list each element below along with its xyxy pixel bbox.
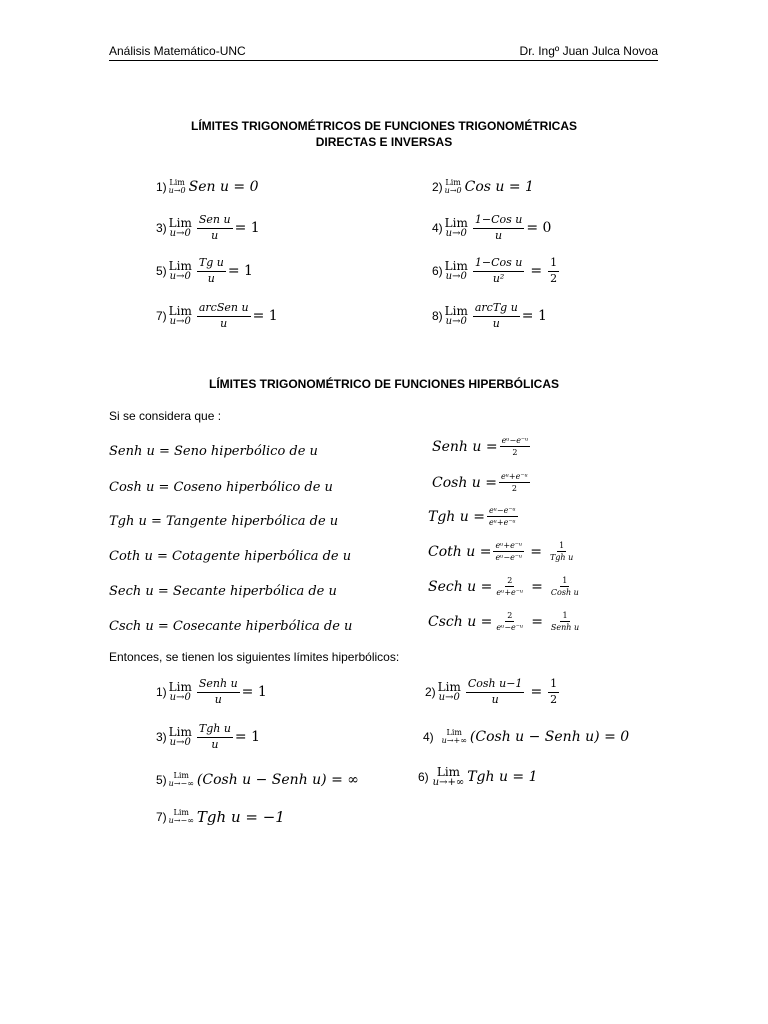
item-number: 3) xyxy=(156,730,167,745)
title-trig-line2: DIRECTAS E INVERSAS xyxy=(315,135,453,149)
hyp-limit-6 xyxy=(418,766,538,788)
formula-tgh: Tgh u = $\frac{\text{eᵘ−e⁻ᵘ}}{\text{eᵘ+e⁻ᵘ}}$ xyxy=(428,506,516,528)
hyp-limit-3 xyxy=(156,723,260,751)
fraction: Tgh u u xyxy=(198,722,231,751)
intro-text: Si se considera que : xyxy=(109,409,222,423)
item-number: 8) xyxy=(432,309,443,324)
hyp-limit-7 xyxy=(156,808,285,826)
item-number: 2) xyxy=(425,685,436,700)
fraction: $\frac{\text{eᵘ+e⁻ᵘ}}{\text{eᵘ−e⁻ᵘ}}$ xyxy=(495,541,523,563)
header-right: Dr. Ingº Juan Julca Novoa xyxy=(519,44,658,58)
limit-expression: Cos u = 1 xyxy=(464,179,534,195)
hyp-limit-2 xyxy=(425,678,561,706)
item-number: 1) xyxy=(156,685,167,700)
page-header xyxy=(109,44,658,61)
fraction: 1 Tgh u xyxy=(549,541,574,563)
result: = 0 xyxy=(526,220,552,237)
trig-limit-5 xyxy=(156,257,253,285)
title-hyperbolic: LÍMITES TRIGONOMÉTRICO DE FUNCIONES HIPERBÓLICAS xyxy=(208,377,559,391)
def-sech: Sech u = Secante hiperbólica de u xyxy=(109,584,337,599)
formula-senh: Senh u = $\frac{\text{eᵘ−e⁻ᵘ}}{2}$ xyxy=(432,436,529,458)
item-number: 6) xyxy=(432,264,443,279)
equals: = xyxy=(530,684,543,701)
def-senh: Senh u = Seno hiperbólico de u xyxy=(109,444,318,459)
limit-expression: Tgh u = 1 xyxy=(467,769,538,785)
result-fraction: $\frac{1}{2}$ xyxy=(550,256,558,285)
fraction: $\frac{2}{\text{eᵘ+e⁻ᵘ}}$ xyxy=(496,576,524,598)
title-trig-line1: LÍMITES TRIGONOMÉTRICOS DE FUNCIONES TRIGONOMÉTRICAS xyxy=(190,119,577,133)
lim-operator: Lim u→0 xyxy=(444,216,468,240)
lim-operator: Lim u→0 xyxy=(168,304,192,328)
fraction: arcTg u u xyxy=(474,301,518,330)
lim-operator: Lim u→0 xyxy=(168,178,186,195)
lim-operator: Lim u→0 xyxy=(444,304,468,328)
lim-operator: Lim u→−∞ xyxy=(168,771,194,788)
lim-operator: Lim u→0 xyxy=(168,680,192,704)
fraction: arcSen u u xyxy=(198,301,249,330)
lim-operator: Lim u→+∞ xyxy=(432,765,465,788)
def-coth: Coth u = Cotagente hiperbólica de u xyxy=(109,549,352,564)
item-number: 1) xyxy=(156,180,167,194)
fraction: 1−Cos u u² xyxy=(474,256,523,285)
fraction: $\frac{\text{Tg u}}{u}$ xyxy=(198,256,224,285)
fraction: 1 Cosh u xyxy=(550,576,579,598)
item-number: 4) xyxy=(423,730,434,744)
equals: = xyxy=(530,263,543,280)
lim-operator: Lim u→−∞ xyxy=(168,808,194,825)
item-number: 5) xyxy=(156,264,167,279)
item-number: 6) xyxy=(418,770,429,784)
trig-limit-3 xyxy=(156,214,260,242)
result: = 1 xyxy=(252,308,278,325)
result: = 1 xyxy=(521,308,547,325)
fraction: $\frac{\text{eᵘ−e⁻ᵘ}}{2}$ xyxy=(501,436,529,458)
trig-limit-8 xyxy=(432,302,547,330)
hyp-limit-5 xyxy=(156,772,359,788)
hyp-limit-4 xyxy=(423,729,629,745)
result: = 1 xyxy=(234,220,260,237)
fraction: $\frac{\text{eᵘ−e⁻ᵘ}}{\text{eᵘ+e⁻ᵘ}}$ xyxy=(488,506,516,528)
fraction: $\frac{\text{eᵘ+e⁻ᵘ}}{2}$ xyxy=(501,472,528,494)
fraction: Sen u u xyxy=(198,213,231,242)
lim-operator: Lim u→0 xyxy=(168,259,192,283)
lim-operator: Lim u→0 xyxy=(437,680,461,704)
result: = 1 xyxy=(241,684,267,701)
item-number: 7) xyxy=(156,810,167,824)
fraction: $\frac{2}{\text{eᵘ−e⁻ᵘ}}$ xyxy=(496,611,524,633)
def-csch: Csch u = Cosecante hiperbólica de u xyxy=(109,619,353,634)
result-fraction: $\frac{1}{2}$ xyxy=(550,677,558,706)
header-left: Análisis Matemático-UNC xyxy=(109,44,246,58)
limit-expression: Tgh u = −1 xyxy=(196,808,285,826)
lim-operator: Lim u→0 xyxy=(444,178,462,195)
item-number: 2) xyxy=(432,180,443,194)
formula-coth: Coth u = $\frac{\text{eᵘ+e⁻ᵘ}}{\text{eᵘ−e⁻ᵘ}}$ = 1 Tgh u xyxy=(428,541,574,563)
lim-operator: Lim u→0 xyxy=(444,259,468,283)
lim-operator: Lim u→0 xyxy=(168,216,192,240)
fraction: 1−Cos u u xyxy=(474,213,523,242)
lim-operator: Lim u→+∞ xyxy=(441,728,467,745)
formula-sech: Sech u = $\frac{2}{\text{eᵘ+e⁻ᵘ}}$ = 1 Cosh u xyxy=(428,576,579,598)
hyp-limit-1 xyxy=(156,678,267,706)
result: = 1 xyxy=(234,729,260,746)
lim-operator: Lim u→0 xyxy=(168,725,192,749)
limit-expression: (Cosh u − Senh u) = ∞ xyxy=(196,772,359,788)
trig-limit-2 xyxy=(432,179,534,195)
limit-expression: Sen u = 0 xyxy=(188,179,259,195)
then-text: Entonces, se tienen los siguientes límites hiperbólicos: xyxy=(109,650,400,664)
item-number: 3) xyxy=(156,221,167,236)
formula-csch: Csch u = $\frac{2}{\text{eᵘ−e⁻ᵘ}}$ = 1 Senh u xyxy=(428,611,580,633)
item-number: 4) xyxy=(432,221,443,236)
trig-limit-6 xyxy=(432,257,561,285)
item-number: 5) xyxy=(156,773,167,787)
limit-expression: (Cosh u − Senh u) = 0 xyxy=(469,729,630,745)
def-tgh: Tgh u = Tangente hiperbólica de u xyxy=(109,514,339,529)
formula-cosh: Cosh u = $\frac{\text{eᵘ+e⁻ᵘ}}{2}$ xyxy=(432,472,528,494)
result: = 1 xyxy=(227,263,253,280)
item-number: 7) xyxy=(156,309,167,324)
def-cosh: Cosh u = Coseno hiperbólico de u xyxy=(109,480,333,495)
trig-limit-4 xyxy=(432,214,551,242)
trig-limit-1 xyxy=(156,179,259,195)
fraction: Cosh u−1 u xyxy=(467,677,523,706)
trig-limit-7 xyxy=(156,302,278,330)
fraction: Senh u u xyxy=(198,677,238,706)
fraction: 1 Senh u xyxy=(550,611,580,633)
